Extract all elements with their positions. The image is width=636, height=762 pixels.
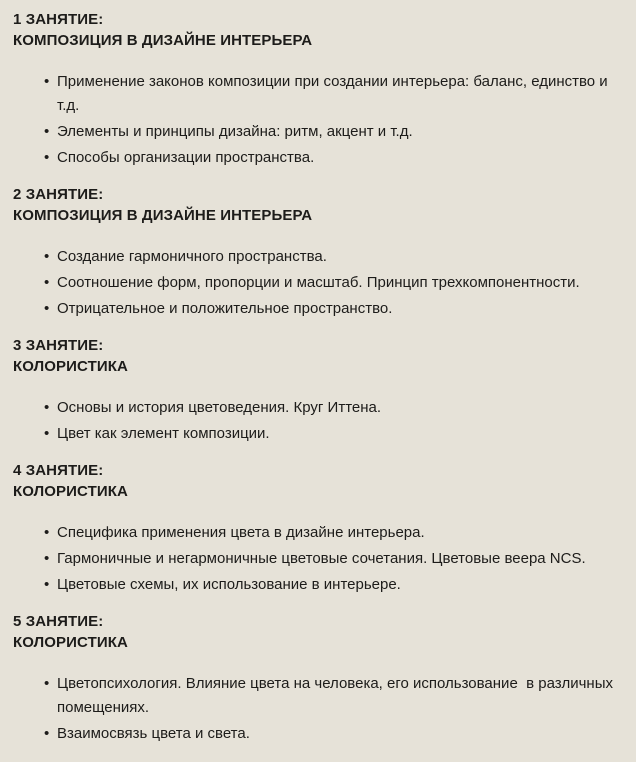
list-item-text: Создание гармоничного пространства. [57,248,327,265]
list-item-text: Взаимосвязь цвета и света. [57,725,250,742]
list-item [44,297,616,321]
bullet-icon [44,672,49,696]
list-item-text: Цветопсихология. Влияние цвета на человека, его использование в различных помещениях. [57,675,618,716]
lesson-title [13,184,622,226]
lesson-topic: КОЛОРИСТИКА [13,483,128,500]
bullet-icon [44,547,49,571]
lesson-topic: КОЛОРИСТИКА [13,358,128,375]
lesson-number: 1 ЗАНЯТИЕ: [13,11,104,28]
list-item [44,396,616,420]
list-item-text: Способы организации пространства. [57,149,315,166]
lesson-number: 4 ЗАНЯТИЕ: [13,462,104,479]
lesson-topic: КОМПОЗИЦИЯ В ДИЗАЙНЕ ИНТЕРЬЕРА [13,32,313,49]
bullet-icon [44,70,49,94]
bullet-icon [44,146,49,170]
lesson-title [13,460,622,502]
list-item [44,573,616,597]
lesson-section-2 [13,184,622,321]
list-item [44,422,616,446]
bullet-icon [44,573,49,597]
lesson-topic: КОМПОЗИЦИЯ В ДИЗАЙНЕ ИНТЕРЬЕРА [13,207,313,224]
list-item [44,547,616,571]
list-item-text: Основы и история цветоведения. Круг Иттена. [57,399,382,416]
lesson-points-list [13,70,616,170]
bullet-icon [44,521,49,545]
list-item-text: Цвет как элемент композиции. [57,425,270,442]
lesson-number: 5 ЗАНЯТИЕ: [13,613,104,630]
list-item [44,722,616,746]
lesson-section-4 [13,460,622,597]
lesson-points-list [13,245,616,321]
bullet-icon [44,422,49,446]
list-item-text: Цветовые схемы, их использование в интерьере. [57,576,401,593]
lesson-section-3 [13,335,622,446]
list-item [44,146,616,170]
list-item-text: Элементы и принципы дизайна: ритм, акцент и т.д. [57,123,413,140]
lesson-title [13,335,622,377]
lesson-section-1 [13,9,622,170]
lesson-title [13,9,622,51]
bullet-icon [44,245,49,269]
lesson-number: 2 ЗАНЯТИЕ: [13,186,104,203]
list-item [44,70,616,118]
lesson-points-list [13,396,616,446]
list-item-text: Применение законов композиции при создании интерьера: баланс, единство и т.д. [57,73,612,114]
list-item [44,271,616,295]
bullet-icon [44,722,49,746]
list-item [44,245,616,269]
list-item [44,120,616,144]
list-item-text: Отрицательное и положительное пространство. [57,300,393,317]
list-item [44,672,616,720]
bullet-icon [44,120,49,144]
bullet-icon [44,271,49,295]
lesson-section-5 [13,611,622,746]
lesson-number: 3 ЗАНЯТИЕ: [13,337,104,354]
lesson-points-list [13,521,616,597]
lesson-title [13,611,622,653]
list-item-text: Специфика применения цвета в дизайне интерьера. [57,524,425,541]
lesson-points-list [13,672,616,746]
list-item [44,521,616,545]
list-item-text: Соотношение форм, пропорции и масштаб. Принцип трехкомпонентности. [57,274,580,291]
list-item-text: Гармоничные и негармоничные цветовые сочетания. Цветовые веера NCS. [57,550,586,567]
lesson-topic: КОЛОРИСТИКА [13,634,128,651]
bullet-icon [44,396,49,420]
bullet-icon [44,297,49,321]
